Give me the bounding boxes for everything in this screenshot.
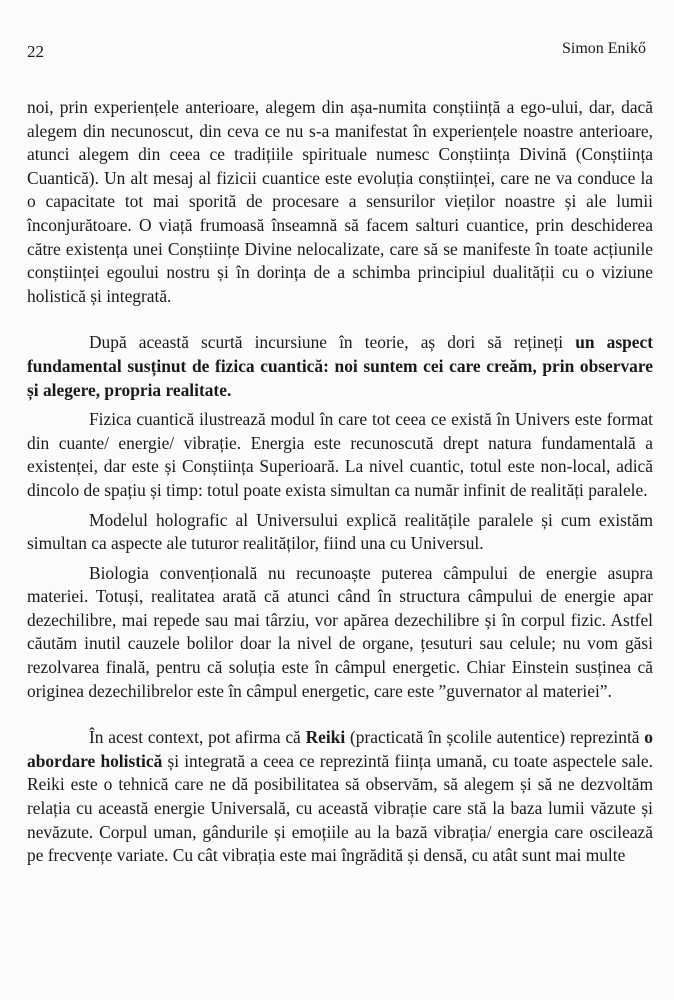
paragraph-3: Fizica cuantică ilustrează modul în care tot ceea ce există în Univers este format din cuante/ energie/ vibrație. Energia este recunoscută drept natura fundamentală a existenței, dar este și Conștiința Superioară. La nivel cuantic, totul este non-local, adică dincolo de spațiu și timp: totul poate exista simultan ca număr infinit de realități paralele. [27, 409, 653, 500]
page-number: 22 [27, 42, 44, 61]
paragraph-4: Modelul holografic al Universului explică realitățile paralele și cum existăm simultan ca aspecte ale tuturor realităților, fiind una cu Universul. [27, 509, 653, 554]
paragraph-2-lead: După această scurtă incursiune în teorie, aș dori să rețineți [89, 332, 576, 353]
running-head-author: Simon Enikő [561, 40, 646, 57]
paragraph-6-holistic: o abordare holistică [27, 727, 653, 771]
paragraph-2 [27, 331, 653, 402]
paragraph-6-reiki: Reiki [305, 727, 346, 748]
paragraph-2-emphasis: un aspect fundamental susținut de fizica cuantică: noi suntem cei care creăm, prin observare și alegere, propria realitate. [27, 332, 653, 400]
paragraph-6-part-1: În acest context, pot afirma că [89, 727, 306, 748]
paragraph-6-part-3: și integrată a ceea ce reprezintă ființa umană, cu toate aspectele sale. Reiki este o tehnică care ne dă posibilitatea să observăm, să alegem și să ne dezvoltăm relația cu această energie Universală, cu această vibrație care stă la baza lumii văzute și nevăzute. Corpul uman, gândurile și emoțiile au la bază vibrația/ energia care oscilează pe frecvențe variate. Cu cât vibrația este mai îngrădită și densă, cu atât sunt mai multe [27, 750, 653, 866]
paragraph-6 [27, 726, 653, 868]
body-text [27, 96, 653, 868]
paragraph-1: noi, prin experiențele anterioare, alegem din așa-numita conștiință a ego-ului, dar, dacă alegem din necunoscut, din ceva ce nu s-a manifestat în experiențele noastre anterioare, atunci alegem din ceea ce tradițiile spirituale numesc Conștiința Divină (Conștiința Cuantică). Un alt mesaj al fizicii cuantice este evoluția conștiinței, care ne va conduce la o capacitate tot mai sporită de procesare a sensurilor vieților noastre și ale lumii înconjurătoare. O viață frumoasă înseamnă să facem salturi cuantice, prin deschiderea către existența unei Conștiințe Divine nelocalizate, care să se manifeste în toate acțiunile conștiinței egoului nostru și în dorința de a schimba principiul dualității cu o viziune holistică și integrată. [27, 97, 653, 306]
paragraph-5: Biologia convențională nu recunoaște puterea câmpului de energie asupra materiei. Totuși, realitatea arată că atunci când în structura câmpului de energie apar dezechilibre, mai repede sau mai târziu, vor apărea dezechilibre și în corpul fizic. Astfel căutăm inutil cauzele bolilor doar la nivel de organe, țesuturi sau celule; nu vom găsi rezolvarea finală, pentru că soluția este în câmpul energetic. Chiar Einstein susținea că originea dezechilibrelor este în câmpul energetic, care este ”guvernator al materiei”. [27, 562, 653, 701]
paragraph-6-part-2: (practicată în școlile autentice) reprezintă [345, 727, 645, 748]
